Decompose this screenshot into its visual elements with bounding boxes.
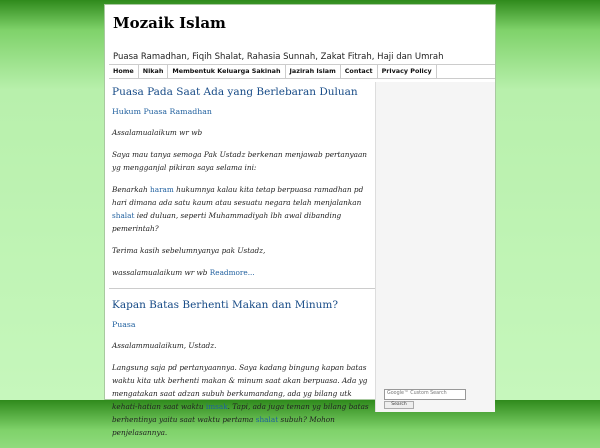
text-segment: subuh? Mohon penjelasannya. (112, 415, 335, 437)
post-paragraph (112, 266, 377, 279)
text-segment: hukumnya kalau kita tetap berpuasa ramadhan pd hari dimana ada satu kaum atau sesuatu negara telah menjalankan (112, 185, 364, 207)
keyword-link-shalat[interactable]: shalat (112, 211, 135, 220)
post-paragraph: Saya mau tanya semoga Pak Ustadz berkenan menjawab pertanyaan yg mengganjal pikiran saya selama ini: (112, 150, 368, 172)
post-title[interactable]: Puasa Pada Saat Ada yang Berlebaran Duluan (112, 86, 358, 98)
text-segment: . Tapi, ada juga teman yg bilang batas berhentinya yaitu saat waktu pertama (112, 402, 369, 424)
nav-jazirah-islam[interactable]: Jazirah Islam (286, 65, 341, 78)
main-content (109, 82, 377, 448)
keyword-link-shalat[interactable]: shalat (255, 415, 279, 424)
main-nav (109, 64, 495, 79)
nav-home[interactable]: Home (109, 65, 139, 78)
post-title[interactable]: Kapan Batas Berhenti Makan dan Minum? (112, 299, 339, 311)
sidebar (375, 82, 495, 412)
post (109, 295, 377, 439)
search-button[interactable]: Search (384, 401, 414, 409)
search-input[interactable]: Google™ Custom Search (384, 389, 466, 400)
readmore-link[interactable]: Readmore... (209, 268, 255, 277)
site-description: Puasa Ramadhan, Fiqih Shalat, Rahasia Sunnah, Zakat Fitrah, Haji dan Umrah (113, 52, 444, 62)
post (109, 82, 377, 279)
post-category[interactable]: Puasa (112, 320, 136, 329)
keyword-link-haram[interactable]: haram (150, 185, 174, 194)
text-segment: wassalamualaikum wr wb (112, 268, 210, 277)
post-paragraph: Assalammualaikum, Ustadz. (112, 341, 217, 350)
nav-nikah[interactable]: Nikah (139, 65, 169, 78)
keyword-link-imsak[interactable]: imsak (205, 402, 228, 411)
site-header (105, 5, 495, 63)
nav-contact[interactable]: Contact (341, 65, 378, 78)
page-container (104, 4, 496, 437)
post-paragraph (112, 361, 377, 439)
text-segment: Langsung saja pd pertanyaannya. Saya kadang bingung kapan batas waktu kita utk berhenti makan & minum saat akan berpuasa. Ada yg mengatakan saat adzan subuh berkumandang, ada yg bilang utk kehati-hatian saat waktu (112, 363, 368, 411)
text-segment: ied duluan, seperti Muhammadiyah lbh awal dibanding pemerintah? (112, 211, 342, 233)
post-paragraph: Assalamualaikum wr wb (112, 128, 203, 137)
post-divider (109, 288, 377, 289)
post-category[interactable]: Hukum Puasa Ramadhan (112, 107, 212, 116)
nav-privacy-policy[interactable]: Privacy Policy (378, 65, 437, 78)
site-title[interactable]: Mozaik Islam (113, 14, 226, 32)
post-paragraph: Terima kasih sebelumnyanya pak Ustadz, (112, 246, 266, 255)
post-paragraph (112, 183, 377, 235)
nav-keluarga-sakinah[interactable]: Membentuk Keluarga Sakinah (168, 65, 285, 78)
text-segment: Benarkah (112, 185, 151, 194)
